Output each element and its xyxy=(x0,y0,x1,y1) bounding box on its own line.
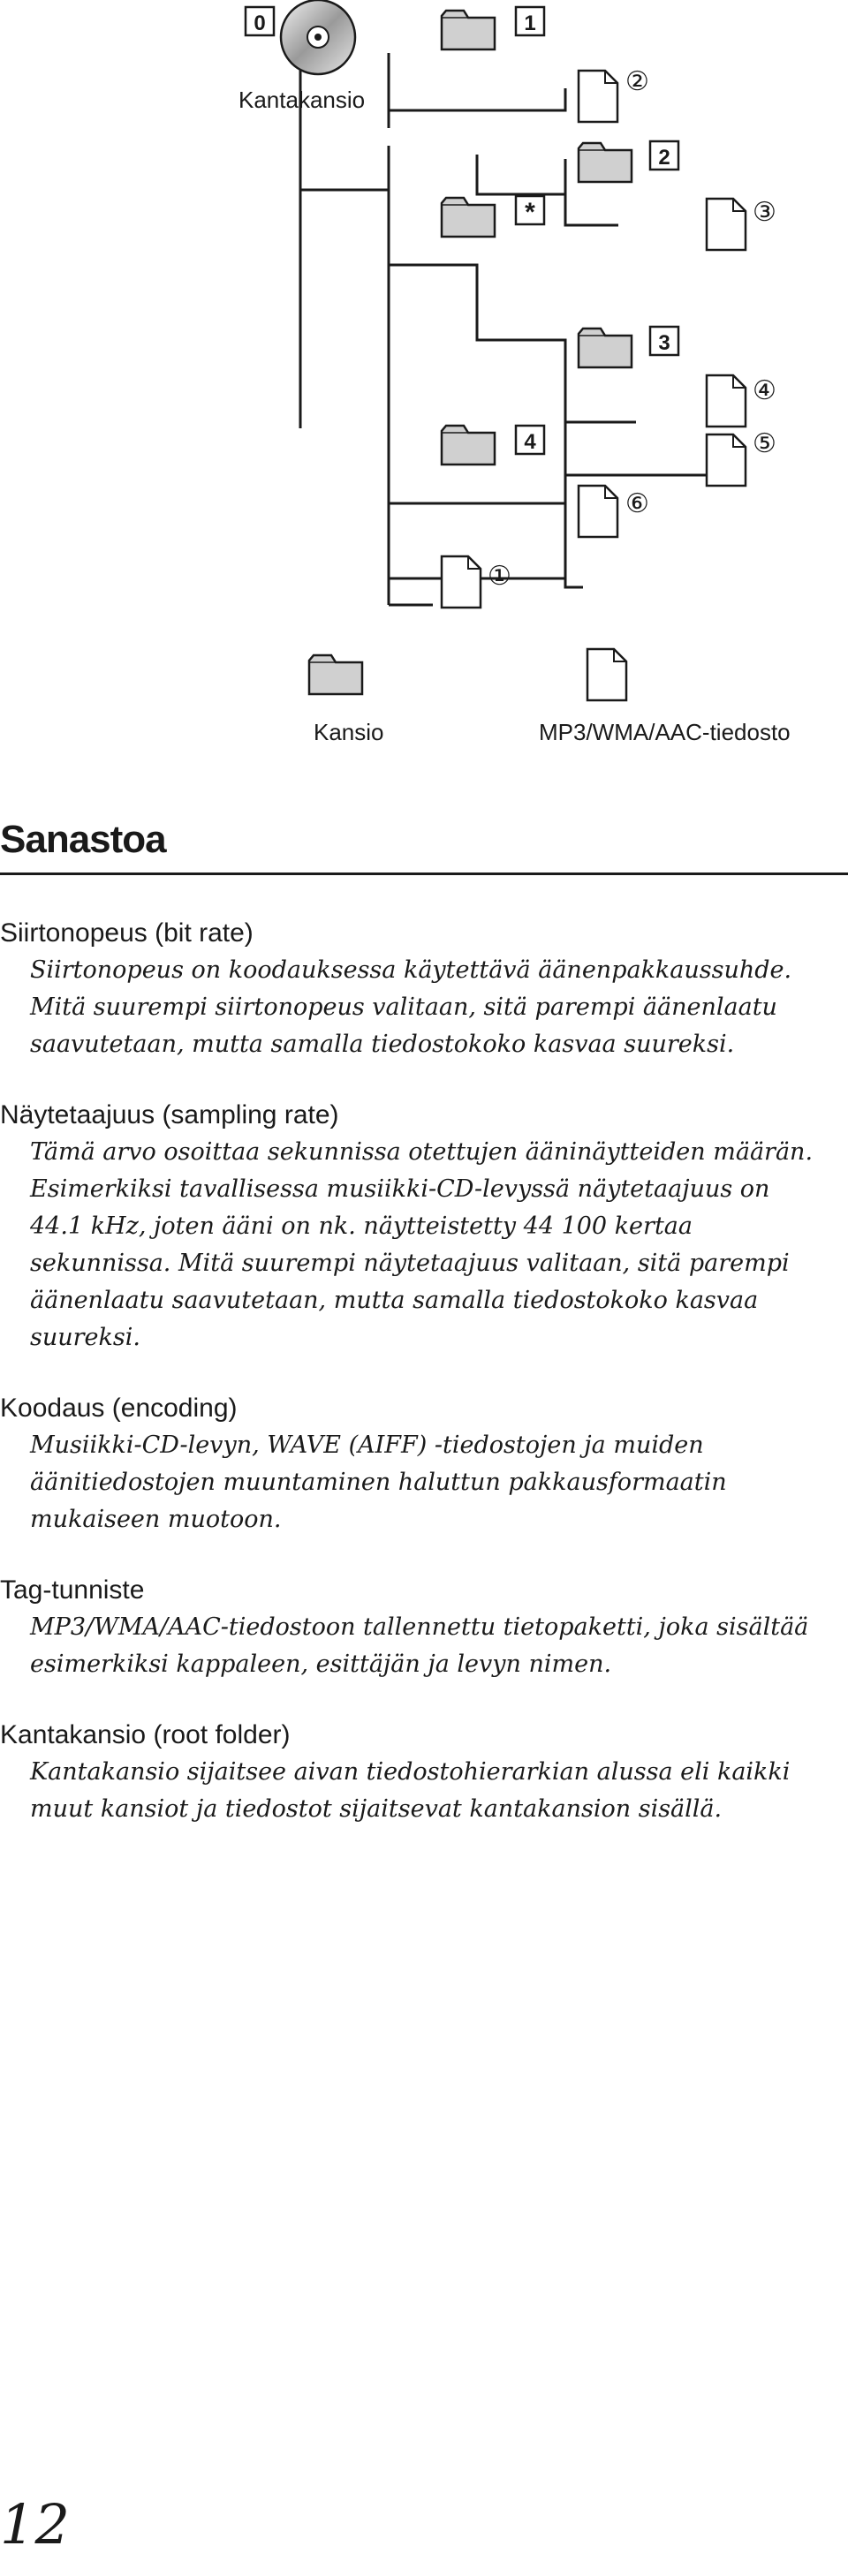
marker-box-2 xyxy=(650,141,678,170)
glossary-list xyxy=(0,915,848,1862)
marker-box-0 xyxy=(246,7,274,35)
glossary-definition: Musiikki-CD-levyn, WAVE (AIFF) -tiedostojen ja muiden äänitiedostojen muuntaminen haluttun pakkausformaatin mukaiseen muotoon. xyxy=(30,1432,727,1533)
glossary-definition: Kantakansio sijaitsee aivan tiedostohierarkian alussa eli kaikki muut kansiot ja tiedostot sijaitsevat kantakansion sisällä. xyxy=(30,1758,791,1823)
marker-circle-4: ④ xyxy=(753,376,776,405)
svg-text:0: 0 xyxy=(254,11,266,35)
glossary-entry xyxy=(0,1717,848,1828)
legend-file-label: MP3/WMA/AAC-tiedosto xyxy=(539,719,791,745)
glossary-entry xyxy=(0,1572,848,1683)
folder-icon xyxy=(442,198,495,237)
file-icon xyxy=(579,71,617,122)
svg-text:4: 4 xyxy=(524,430,536,454)
folder-hierarchy-diagram xyxy=(0,0,848,777)
glossary-entry xyxy=(0,915,848,1063)
glossary-term: Koodaus (encoding) xyxy=(0,1394,238,1423)
heading-rule xyxy=(0,873,848,875)
svg-text:1: 1 xyxy=(524,11,536,35)
folder-icon xyxy=(579,143,632,182)
file-icon xyxy=(442,556,481,608)
root-disc-icon xyxy=(281,0,355,74)
folder-icon xyxy=(442,11,495,49)
marker-box-4 xyxy=(516,426,544,454)
file-icon xyxy=(579,486,617,537)
file-icon xyxy=(707,375,746,427)
glossary-heading: Sanastoa xyxy=(0,818,166,861)
legend-folder-icon xyxy=(309,655,362,694)
marker-circle-1: ① xyxy=(488,562,511,591)
glossary-term: Näytetaajuus (sampling rate) xyxy=(0,1100,339,1129)
marker-circle-6: ⑥ xyxy=(625,489,649,518)
marker-circle-2: ② xyxy=(625,67,649,96)
glossary-term: Tag-tunniste xyxy=(0,1575,145,1605)
marker-box-1 xyxy=(516,7,544,35)
legend-file-icon xyxy=(587,649,626,700)
svg-text:3: 3 xyxy=(658,331,670,355)
folder-icon xyxy=(442,426,495,465)
marker-circle-3: ③ xyxy=(753,198,776,227)
legend-folder-label: Kansio xyxy=(314,719,384,745)
folder-icon xyxy=(579,329,632,367)
svg-text:2: 2 xyxy=(658,146,670,170)
glossary-term: Kantakansio (root folder) xyxy=(0,1720,291,1749)
marker-box-asterisk xyxy=(516,196,544,227)
page-number: 12 xyxy=(0,2492,70,2557)
glossary-definition: MP3/WMA/AAC-tiedostoon tallennettu tietopaketti, joka sisältää esimerkiksi kappaleen, esittäjän ja levyn nimen. xyxy=(30,1613,809,1678)
glossary-definition: Tämä arvo osoittaa sekunnissa otettujen ääninäytteiden määrän. Esimerkiksi tavallisessa musiikki-CD-levyssä näytetaajuus on 44.1 kHz, joten ääni on nk. näytteistetty 44 100 kertaa sekunnissa. Mitä suurempi näytetaajuus valitaan, sitä parempi äänenlaatu saavutetaan, mutta samalla tiedostokoko kasvaa suureksi. xyxy=(30,1138,814,1351)
file-icon xyxy=(707,434,746,486)
marker-box-3 xyxy=(650,327,678,355)
glossary-entry xyxy=(0,1097,848,1356)
glossary-term: Siirtonopeus (bit rate) xyxy=(0,918,254,948)
marker-circle-5: ⑤ xyxy=(753,429,776,458)
file-icon xyxy=(707,199,746,250)
glossary-definition: Siirtonopeus on koodauksessa käytettävä äänenpakkaussuhde. Mitä suurempi siirtonopeus valitaan, sitä parempi äänenlaatu saavutetaan, mutta samalla tiedostokoko kasvaa suureksi. xyxy=(30,956,792,1058)
root-folder-label: Kantakansio xyxy=(238,87,366,113)
svg-text:*: * xyxy=(525,198,535,227)
glossary-entry xyxy=(0,1390,848,1538)
